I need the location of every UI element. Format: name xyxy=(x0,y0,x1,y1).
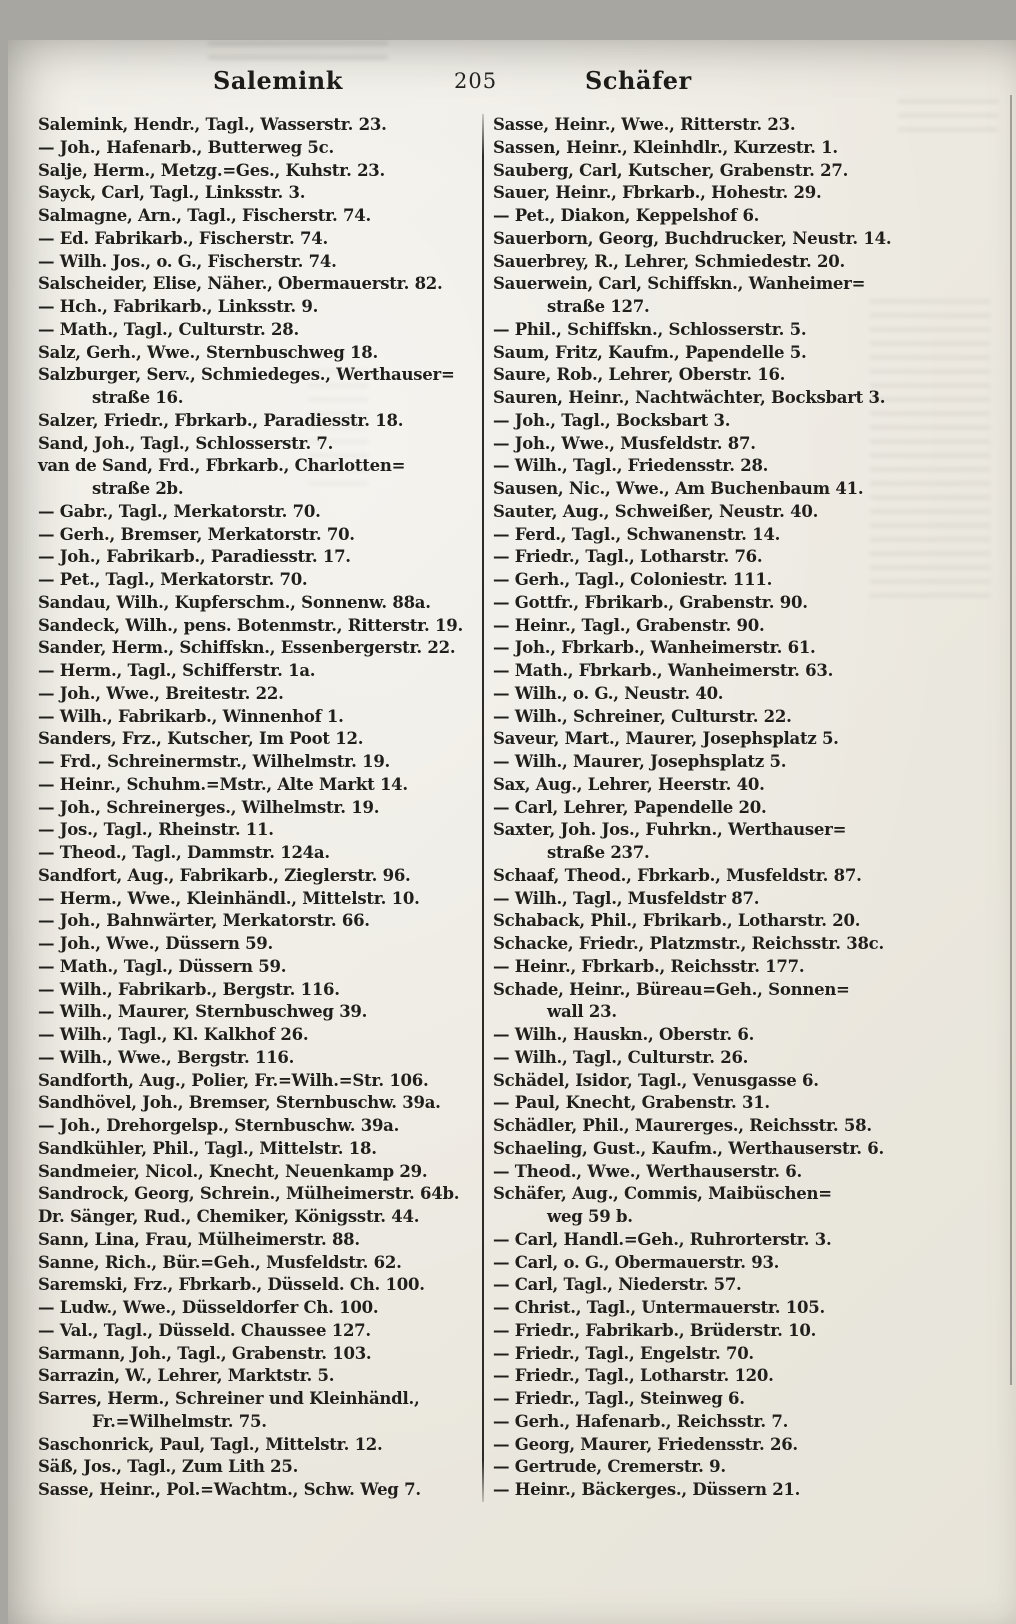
directory-line: Sasse, Heinr., Pol.=Wachtm., Schw. Weg 7. xyxy=(38,1480,421,1499)
directory-line: — Joh., Fbrkarb., Wanheimerstr. 61. xyxy=(493,638,816,658)
directory-line: — Hch., Fabrikarb., Linksstr. 9. xyxy=(38,297,319,316)
directory-line: Saxter, Joh. Jos., Fuhrkn., Werthauser= xyxy=(493,820,847,840)
directory-line: Sand, Joh., Tagl., Schlosserstr. 7. xyxy=(38,433,334,453)
directory-line: Sassen, Heinr., Kleinhdlr., Kurzestr. 1. xyxy=(493,137,838,157)
directory-line: — Wilh., Tagl., Musfeldstr 87. xyxy=(493,888,760,908)
directory-line: Sauren, Heinr., Nachtwächter, Bocksbart 3. xyxy=(493,388,886,407)
directory-line: — Wilh., Schreiner, Culturstr. 22. xyxy=(493,706,792,726)
directory-line: Sax, Aug., Lehrer, Heerstr. 40. xyxy=(493,774,765,794)
directory-line: — Carl, Handl.=Geh., Ruhrorterstr. 3. xyxy=(493,1229,832,1249)
directory-line: Sauter, Aug., Schweißer, Neustr. 40. xyxy=(493,501,819,521)
directory-line: — Gabr., Tagl., Merkatorstr. 70. xyxy=(38,501,321,521)
directory-line: Schaaf, Theod., Fbrkarb., Musfeldstr. 87. xyxy=(493,865,862,885)
directory-line: — Georg, Maurer, Friedensstr. 26. xyxy=(493,1434,798,1454)
directory-line: — Wilh., Maurer, Josephsplatz 5. xyxy=(493,752,787,771)
directory-line: Sauerborn, Georg, Buchdrucker, Neustr. 14. xyxy=(493,228,892,248)
directory-line: Sauerbrey, R., Lehrer, Schmiedestr. 20. xyxy=(493,251,845,271)
directory-line: Sandrock, Georg, Schrein., Mülheimerstr. 64b. xyxy=(38,1184,460,1204)
directory-line: — Herm., Wwe., Kleinhändl., Mittelstr. 10. xyxy=(38,888,420,908)
directory-line: Schädel, Isidor, Tagl., Venusgasse 6. xyxy=(493,1070,819,1090)
directory-line: — Joh., Tagl., Bocksbart 3. xyxy=(493,410,731,430)
directory-columns xyxy=(38,114,1016,1502)
directory-line: — Ludw., Wwe., Düsseldorfer Ch. 100. xyxy=(38,1298,379,1317)
directory-line: — Gerh., Bremser, Merkatorstr. 70. xyxy=(38,524,355,544)
directory-line: Sarres, Herm., Schreiner und Kleinhändl., xyxy=(38,1389,420,1408)
directory-line: Sandkühler, Phil., Tagl., Mittelstr. 18. xyxy=(38,1138,377,1158)
directory-line: Saveur, Mart., Maurer, Josephsplatz 5. xyxy=(493,729,839,749)
directory-line: Salzburger, Serv., Schmiedeges., Werthauser= xyxy=(38,365,455,385)
page-number: 205 xyxy=(454,69,498,93)
directory-line: Salmagne, Arn., Tagl., Fischerstr. 74. xyxy=(38,206,371,225)
directory-line: — Joh., Wwe., Musfeldstr. 87. xyxy=(493,433,756,453)
directory-line: Sasse, Heinr., Wwe., Ritterstr. 23. xyxy=(493,115,796,134)
directory-line: Sanne, Rich., Bür.=Geh., Musfeldstr. 62. xyxy=(38,1252,402,1272)
directory-line: — Wilh., Tagl., Kl. Kalkhof 26. xyxy=(38,1025,309,1044)
directory-line: Sarrazin, W., Lehrer, Marktstr. 5. xyxy=(38,1366,335,1386)
directory-line: — Joh., Wwe., Düssern 59. xyxy=(38,934,274,953)
directory-line: — Wilh., Hauskn., Oberstr. 6. xyxy=(493,1025,755,1044)
directory-line: — Paul, Knecht, Grabenstr. 31. xyxy=(493,1093,770,1113)
directory-line: Salemink, Hendr., Tagl., Wasserstr. 23. xyxy=(38,115,387,134)
directory-line: — Gottfr., Fbrikarb., Grabenstr. 90. xyxy=(493,592,808,612)
directory-line: — Math., Fbrkarb., Wanheimerstr. 63. xyxy=(493,661,834,680)
directory-line: — Wilh., Tagl., Friedensstr. 28. xyxy=(493,456,769,476)
directory-line: Sarmann, Joh., Tagl., Grabenstr. 103. xyxy=(38,1343,372,1363)
directory-line: Sausen, Nic., Wwe., Am Buchenbaum 41. xyxy=(493,479,864,498)
header-right-keyword: Schäfer xyxy=(585,66,692,95)
directory-line: — Carl, Lehrer, Papendelle 20. xyxy=(493,797,767,817)
directory-line: Sandau, Wilh., Kupferschm., Sonnenw. 88a. xyxy=(38,592,431,612)
directory-line: Schacke, Friedr., Platzmstr., Reichsstr. 38c. xyxy=(493,934,884,953)
directory-line: — Wilh. Jos., o. G., Fischerstr. 74. xyxy=(38,251,337,271)
directory-line: — Gerh., Hafenarb., Reichsstr. 7. xyxy=(493,1411,789,1431)
directory-line: — Jos., Tagl., Rheinstr. 11. xyxy=(38,820,274,840)
directory-line: — Friedr., Tagl., Lotharstr. 120. xyxy=(493,1366,774,1386)
directory-line: — Friedr., Tagl., Steinweg 6. xyxy=(493,1389,745,1408)
directory-line: — Joh., Hafenarb., Butterweg 5c. xyxy=(38,137,334,157)
directory-line: — Pet., Tagl., Merkatorstr. 70. xyxy=(38,570,308,589)
directory-line: — Joh., Fabrikarb., Paradiesstr. 17. xyxy=(38,547,351,567)
directory-line: — Frd., Schreinermstr., Wilhelmstr. 19. xyxy=(38,752,391,771)
directory-line: straße 16. xyxy=(92,388,184,407)
header-left-keyword: Salemink xyxy=(213,66,343,95)
directory-line: Sauer, Heinr., Fbrkarb., Hohestr. 29. xyxy=(493,183,822,203)
directory-line: weg 59 b. xyxy=(547,1207,633,1226)
directory-line: — Christ., Tagl., Untermauerstr. 105. xyxy=(493,1298,825,1317)
column-right xyxy=(484,114,961,1502)
directory-line: Schaeling, Gust., Kaufm., Werthauserstr. 6. xyxy=(493,1138,884,1158)
directory-line: Schädler, Phil., Maurerges., Reichsstr. 58. xyxy=(493,1116,872,1135)
directory-line: Sandfort, Aug., Fabrikarb., Zieglerstr. 96. xyxy=(38,865,411,885)
directory-line: Salzer, Friedr., Fbrkarb., Paradiesstr. 18. xyxy=(38,410,404,430)
directory-line: Dr. Sänger, Rud., Chemiker, Königsstr. 44. xyxy=(38,1207,420,1226)
directory-line: — Heinr., Schuhm.=Mstr., Alte Markt 14. xyxy=(38,774,408,794)
scanned-page xyxy=(8,40,1016,1624)
directory-line: Sann, Lina, Frau, Mülheimerstr. 88. xyxy=(38,1229,360,1249)
directory-line: — Wilh., Fabrikarb., Bergstr. 116. xyxy=(38,979,340,999)
directory-line: — Ferd., Tagl., Schwanenstr. 14. xyxy=(493,524,781,544)
directory-line: wall 23. xyxy=(547,1002,617,1022)
directory-line: — Heinr., Bäckerges., Düssern 21. xyxy=(493,1480,801,1499)
directory-line: — Joh., Bahnwärter, Merkatorstr. 66. xyxy=(38,911,370,931)
directory-line: — Herm., Tagl., Schifferstr. 1a. xyxy=(38,661,316,680)
directory-line: Salje, Herm., Metzg.=Ges., Kuhstr. 23. xyxy=(38,160,386,180)
directory-line: — Carl, o. G., Obermauerstr. 93. xyxy=(493,1252,780,1272)
directory-line: straße 127. xyxy=(547,297,650,316)
directory-line: Sandeck, Wilh., pens. Botenmstr., Ritterstr. 19. xyxy=(38,615,463,635)
directory-line: Fr.=Wilhelmstr. 75. xyxy=(92,1411,267,1431)
directory-line: Salscheider, Elise, Näher., Obermauerstr. 82. xyxy=(38,274,443,294)
directory-line: — Theod., Wwe., Werthauserstr. 6. xyxy=(493,1161,802,1181)
directory-line: — Wilh., Maurer, Sternbuschweg 39. xyxy=(38,1002,368,1022)
directory-line: Sayck, Carl, Tagl., Linksstr. 3. xyxy=(38,183,306,203)
page-edge-line xyxy=(1010,95,1012,1385)
directory-line: — Wilh., Wwe., Bergstr. 116. xyxy=(38,1047,295,1067)
directory-line: — Wilh., Tagl., Culturstr. 26. xyxy=(493,1047,749,1067)
directory-line: Schaback, Phil., Fbrikarb., Lotharstr. 20. xyxy=(493,911,861,931)
directory-line: Sauerwein, Carl, Schiffskn., Wanheimer= xyxy=(493,274,866,294)
directory-line: — Friedr., Tagl., Engelstr. 70. xyxy=(493,1343,754,1363)
directory-line: — Pet., Diakon, Keppelshof 6. xyxy=(493,206,760,225)
directory-line: — Theod., Tagl., Dammstr. 124a. xyxy=(38,843,330,862)
directory-line: — Joh., Wwe., Breitestr. 22. xyxy=(38,683,284,703)
directory-line: Sandforth, Aug., Polier, Fr.=Wilh.=Str. 106. xyxy=(38,1070,429,1090)
directory-line: Säß, Jos., Tagl., Zum Lith 25. xyxy=(38,1457,299,1477)
directory-line: — Ed. Fabrikarb., Fischerstr. 74. xyxy=(38,228,328,248)
directory-line: — Math., Tagl., Culturstr. 28. xyxy=(38,319,299,339)
directory-line: — Wilh., Fabrikarb., Winnenhof 1. xyxy=(38,706,344,726)
page-header xyxy=(8,40,1016,112)
directory-line: — Joh., Drehorgelsp., Sternbuschw. 39a. xyxy=(38,1116,400,1135)
directory-line: — Gerh., Tagl., Coloniestr. 111. xyxy=(493,570,773,589)
directory-line: — Friedr., Tagl., Lotharstr. 76. xyxy=(493,547,763,567)
directory-line: Sauberg, Carl, Kutscher, Grabenstr. 27. xyxy=(493,160,849,180)
directory-line: — Wilh., o. G., Neustr. 40. xyxy=(493,683,724,703)
directory-line: Schäfer, Aug., Commis, Maibüschen= xyxy=(493,1184,832,1204)
directory-line: straße 2b. xyxy=(92,479,184,498)
directory-line: — Carl, Tagl., Niederstr. 57. xyxy=(493,1275,742,1295)
directory-line: Saschonrick, Paul, Tagl., Mittelstr. 12. xyxy=(38,1434,383,1454)
directory-line: Salz, Gerh., Wwe., Sternbuschweg 18. xyxy=(38,342,378,362)
directory-line: van de Sand, Frd., Fbrkarb., Charlotten= xyxy=(38,456,406,476)
directory-line: — Joh., Schreinerges., Wilhelmstr. 19. xyxy=(38,797,380,817)
directory-line: — Friedr., Fabrikarb., Brüderstr. 10. xyxy=(493,1320,817,1340)
directory-line: — Heinr., Tagl., Grabenstr. 90. xyxy=(493,615,765,635)
directory-line: straße 237. xyxy=(547,843,650,862)
column-left xyxy=(38,114,482,1502)
directory-line: — Gertrude, Cremerstr. 9. xyxy=(493,1457,726,1477)
directory-line: — Val., Tagl., Düsseld. Chaussee 127. xyxy=(38,1320,371,1340)
directory-line: — Phil., Schiffskn., Schlosserstr. 5. xyxy=(493,319,807,339)
directory-line: Sandmeier, Nicol., Knecht, Neuenkamp 29. xyxy=(38,1161,428,1181)
directory-line: Saure, Rob., Lehrer, Oberstr. 16. xyxy=(493,365,786,385)
directory-line: Sanders, Frz., Kutscher, Im Poot 12. xyxy=(38,729,364,749)
directory-line: Schade, Heinr., Büreau=Geh., Sonnen= xyxy=(493,979,850,999)
directory-line: Sander, Herm., Schiffskn., Essenbergerstr. 22. xyxy=(38,638,456,658)
directory-line: Saum, Fritz, Kaufm., Papendelle 5. xyxy=(493,342,807,362)
directory-line: — Heinr., Fbrkarb., Reichsstr. 177. xyxy=(493,956,805,976)
directory-line: — Math., Tagl., Düssern 59. xyxy=(38,956,287,976)
directory-line: Sandhövel, Joh., Bremser, Sternbuschw. 39a. xyxy=(38,1093,441,1113)
directory-line: Saremski, Frz., Fbrkarb., Düsseld. Ch. 100. xyxy=(38,1275,425,1295)
